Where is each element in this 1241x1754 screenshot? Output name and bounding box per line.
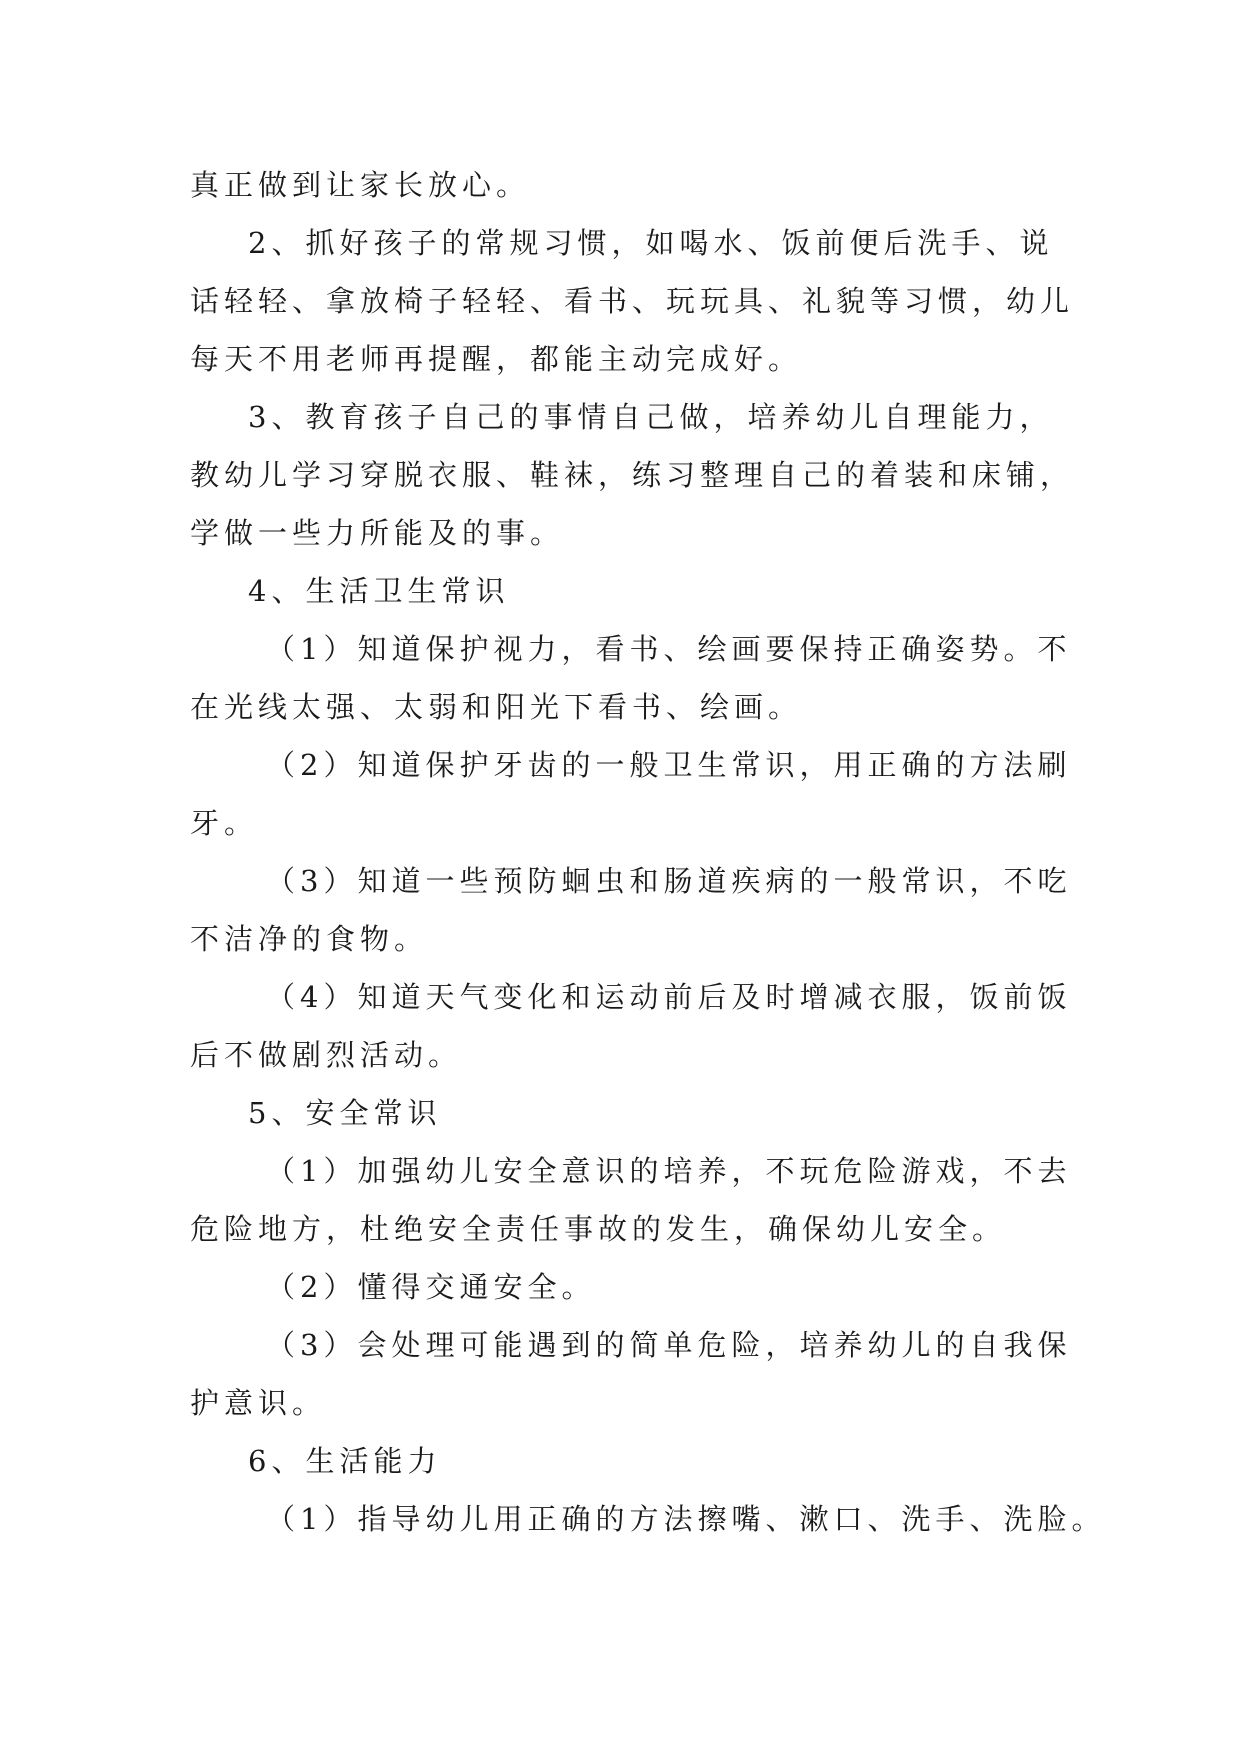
text-line: （4）知道天气变化和运动前后及时增减衣服，饭前饭 [266, 980, 1072, 1014]
text-line: 6、生活能力 [248, 1444, 442, 1478]
text-line: 3、教育孩子自己的事情自己做，培养幼儿自理能力， [248, 400, 1054, 434]
text-line: 危险地方，杜绝安全责任事故的发生，确保幼儿安全。 [190, 1212, 1007, 1246]
document-body [190, 156, 1106, 1548]
text-line: （2）知道保护牙齿的一般卫生常识，用正确的方法刷 [266, 748, 1072, 782]
text-line: 牙。 [190, 806, 259, 840]
text-line: （1）加强幼儿安全意识的培养，不玩危险游戏，不去 [266, 1154, 1072, 1188]
text-line: （1）知道保护视力，看书、绘画要保持正确姿势。不 [266, 632, 1072, 666]
text-line: 教幼儿学习穿脱衣服、鞋袜，练习整理自己的着装和床铺， [190, 458, 1075, 492]
text-line: （3）知道一些预防蛔虫和肠道疾病的一般常识，不吃 [266, 864, 1072, 898]
text-line: （2）懂得交通安全。 [266, 1270, 596, 1304]
text-line: 每天不用老师再提醒，都能主动完成好。 [190, 342, 803, 376]
text-line: （1）指导幼儿用正确的方法擦嘴、漱口、洗手、洗脸。 [266, 1502, 1106, 1536]
text-line: 话轻轻、拿放椅子轻轻、看书、玩玩具、礼貌等习惯，幼儿 [190, 284, 1075, 318]
text-line: 4、生活卫生常识 [248, 574, 510, 608]
text-line: 2、抓好孩子的常规习惯，如喝水、饭前便后洗手、说 [248, 226, 1054, 260]
text-line: 不洁净的食物。 [190, 922, 429, 956]
text-line: 学做一些力所能及的事。 [190, 516, 565, 550]
text-line: （3）会处理可能遇到的简单危险，培养幼儿的自我保 [266, 1328, 1072, 1362]
text-line: 在光线太强、太弱和阳光下看书、绘画。 [190, 690, 803, 724]
text-line: 5、安全常识 [248, 1096, 442, 1130]
text-line: 护意识。 [190, 1386, 327, 1420]
text-line: 后不做剧烈活动。 [190, 1038, 463, 1072]
text-line: 真正做到让家长放心。 [190, 168, 531, 202]
